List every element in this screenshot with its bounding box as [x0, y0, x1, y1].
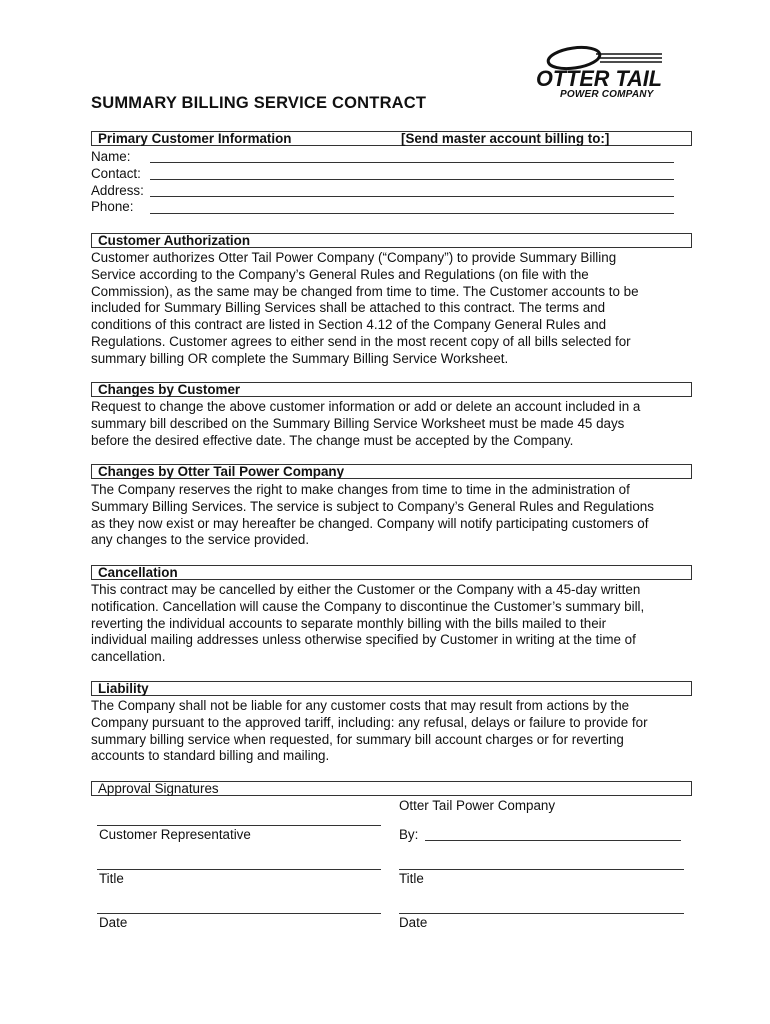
- primary-info-heading: Primary Customer Information: [98, 131, 292, 146]
- cancellation-box: [91, 565, 692, 580]
- signatures-box: [91, 781, 692, 796]
- customer-title-line[interactable]: [97, 869, 381, 870]
- name-field[interactable]: [150, 162, 674, 163]
- signatures-heading: Approval Signatures: [98, 781, 219, 796]
- changes-company-box: [91, 464, 692, 479]
- cancellation-text: This contract may be cancelled by either the Customer or the Company with a 45-day written notification. Cancellation will cause the Company to discontinue the Customer’s summary bill, reverting the individual accounts to separate monthly billing with the bills mailed to their individual mailing addresses unless otherwise specified by Customer in writing at the time of cancellation.: [91, 582, 645, 665]
- customer-title-label: Title: [99, 871, 124, 886]
- authorization-text: Customer authorizes Otter Tail Power Company (“Company”) to provide Summary Billing Service according to the Company’s General Rules and Regulations (on file with the Commission), as the same may be changed from time to time. The Customer accounts to be included for Summary Billing Services shall be attached to this contract. The terms and conditions of this contract are listed in Section 4.12 of the Company General Rules and Regulations. Customer agrees to either send in the most recent copy of all bills selected for summary billing OR complete the Summary Billing Service Worksheet.: [91, 250, 639, 366]
- by-label: By:: [399, 827, 419, 842]
- changes-company-text: The Company reserves the right to make changes from time to time in the administration of Summary Billing Services. The service is subject to Company’s General Rules and Regulations as they now exist or may hereafter be changed. Company will notify participating customers of any changes to the service provided.: [91, 482, 654, 548]
- company-title-line[interactable]: [399, 869, 684, 870]
- address-label: Address:: [91, 183, 144, 198]
- logo-subtitle: POWER COMPANY: [560, 89, 654, 100]
- customer-signature-line[interactable]: [97, 825, 381, 826]
- send-master-billing-heading: [Send master account billing to:]: [401, 131, 610, 146]
- customer-rep-label: Customer Representative: [99, 827, 251, 842]
- customer-date-label: Date: [99, 915, 128, 930]
- contact-label: Contact:: [91, 166, 141, 181]
- authorization-box: [91, 233, 692, 248]
- page-title: SUMMARY BILLING SERVICE CONTRACT: [91, 94, 427, 112]
- customer-date-line[interactable]: [97, 913, 381, 914]
- company-signature-line[interactable]: [425, 840, 681, 841]
- address-field[interactable]: [150, 196, 674, 197]
- logo-text: OTTER TAIL: [536, 66, 662, 91]
- company-title-label: Title: [399, 871, 424, 886]
- changes-customer-box: [91, 382, 692, 397]
- liability-box: [91, 681, 692, 696]
- contact-field[interactable]: [150, 179, 674, 180]
- primary-info-box: [91, 131, 692, 146]
- name-label: Name:: [91, 149, 131, 164]
- company-name-label: Otter Tail Power Company: [399, 798, 556, 813]
- cancellation-heading: Cancellation: [98, 565, 178, 580]
- company-date-label: Date: [399, 915, 428, 930]
- phone-label: Phone:: [91, 199, 134, 214]
- authorization-heading: Customer Authorization: [98, 233, 251, 248]
- liability-heading: Liability: [98, 681, 149, 696]
- changes-company-heading: Changes by Otter Tail Power Company: [98, 464, 345, 479]
- phone-field[interactable]: [150, 213, 674, 214]
- changes-customer-heading: Changes by Customer: [98, 382, 241, 397]
- changes-customer-text: Request to change the above customer information or add or delete an account included in a summary bill described on the Summary Billing Service Worksheet must be made 45 days before the desired effective date. The change must be accepted by the Company.: [91, 399, 641, 448]
- liability-text: The Company shall not be liable for any customer costs that may result from actions by the Company pursuant to the approved tariff, including: any refusal, delays or failure to provide for summary billing service when requested, for summary bill account charges or for reverting accounts to standard billing and mailing.: [91, 698, 648, 764]
- company-date-line[interactable]: [399, 913, 684, 914]
